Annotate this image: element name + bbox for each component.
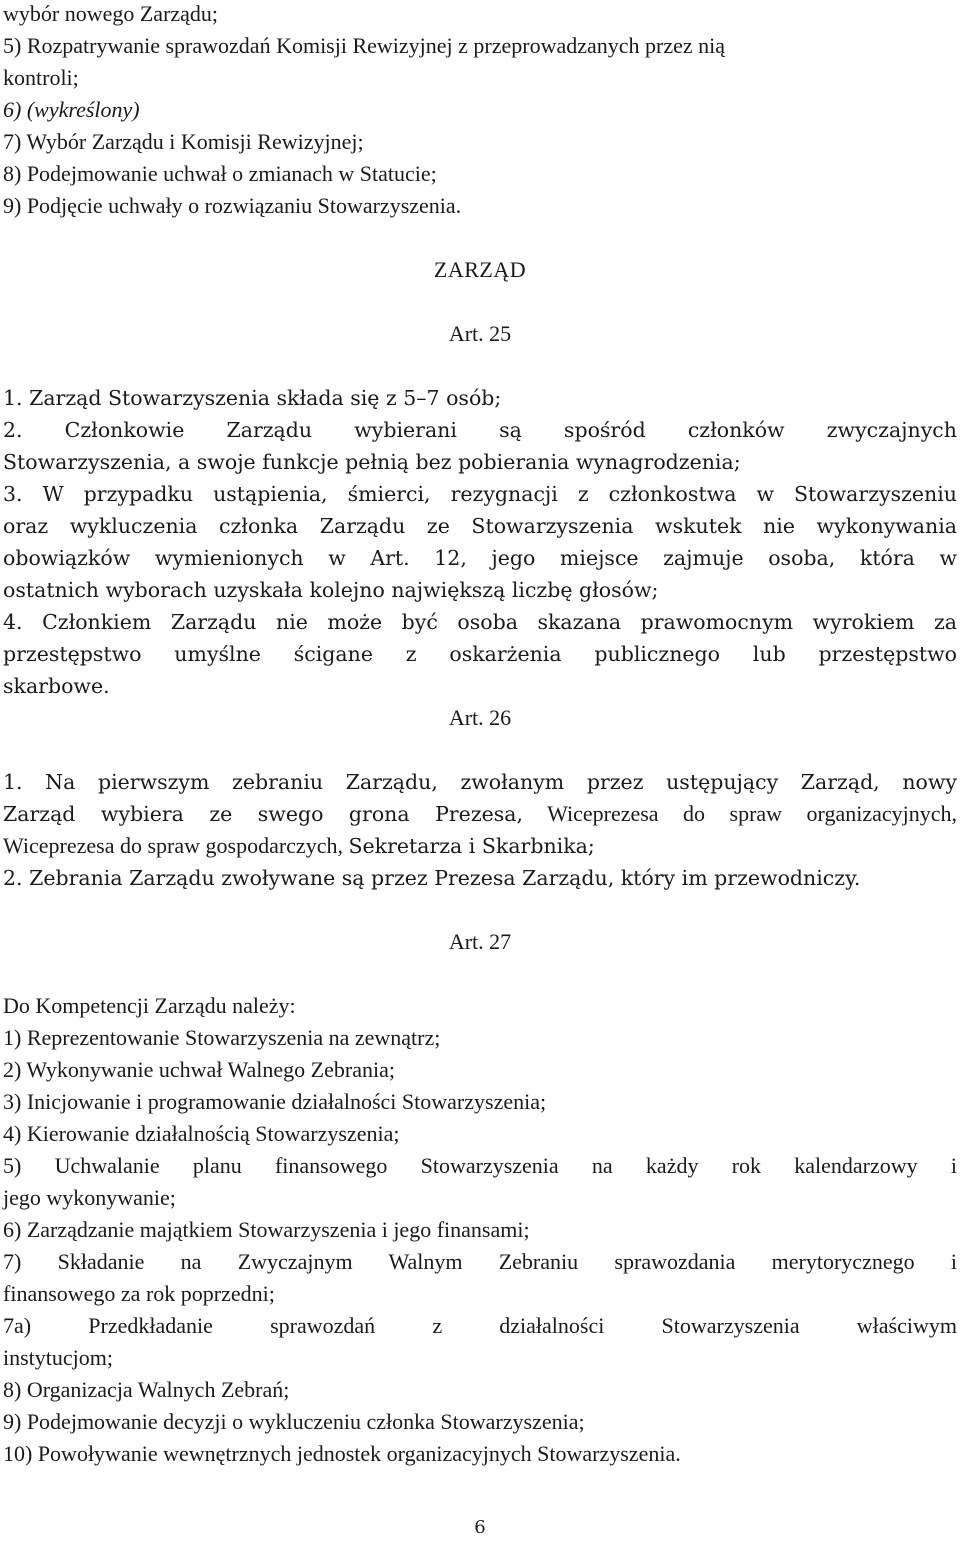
list-item: 2) Wykonywanie uchwał Walnego Zebrania; [3, 1057, 395, 1082]
paragraph-line: 2. Członkowie Zarządu wybierani są spośród członków zwyczajnych [3, 418, 957, 442]
list-item: 4) Kierowanie działalnością Stowarzyszenia; [3, 1121, 400, 1146]
list-intro: Do Kompetencji Zarządu należy: [3, 993, 296, 1018]
list-item: 5) Uchwalanie planu finansowego Stowarzyszenia na każdy rok kalendarzowy i [3, 1153, 957, 1178]
paragraph-line: 2. Zebrania Zarządu zwoływane są przez Prezesa Zarządu, który im przewodniczy. [3, 866, 861, 890]
list-item: 8) Organizacja Walnych Zebrań; [3, 1377, 290, 1402]
paragraph-line: 1. Zarząd Stowarzyszenia składa się z 5–7 osób; [3, 386, 502, 410]
text-run: Zarząd wybiera ze swego grona Prezesa, [3, 802, 524, 826]
list-item-7: 7) Wybór Zarządu i Komisji Rewizyjnej; [3, 129, 364, 154]
list-item: 7a) Przedkładanie sprawozdań z działalności Stowarzyszenia właściwym [3, 1313, 957, 1338]
paragraph-line: 4. Członkiem Zarządu nie może być osoba skazana prawomocnym wyrokiem za [3, 610, 957, 634]
paragraph-line: skarbowe. [3, 674, 110, 698]
list-item-continuation: jego wykonywanie; [3, 1185, 176, 1210]
list-item: 1) Reprezentowanie Stowarzyszenia na zewnątrz; [3, 1025, 441, 1050]
list-item-9: 9) Podjęcie uchwały o rozwiązaniu Stowarzyszenia. [3, 193, 462, 218]
article-title: Art. 25 [448, 321, 512, 346]
list-item-8: 8) Podejmowanie uchwał o zmianach w Statucie; [3, 161, 437, 186]
paragraph-line: obowiązków wymienionych w Art. 12, jego miejsce zajmuje osoba, która w [3, 546, 957, 570]
list-item-continuation: finansowego za rok poprzedni; [3, 1281, 275, 1306]
paragraph-line: ostatnich wyborach uzyskała kolejno największą liczbę głosów; [3, 578, 659, 602]
list-item: 3) Inicjowanie i programowanie działalności Stowarzyszenia; [3, 1089, 547, 1114]
text-run: Sekretarza i Skarbnika; [348, 834, 595, 858]
list-item-continuation: instytucjom; [3, 1345, 113, 1370]
text-run: Wiceprezesa do spraw organizacyjnych, [547, 801, 957, 826]
paragraph-line: 3. W przypadku ustąpienia, śmierci, rezygnacji z członkostwa w Stowarzyszeniu [3, 482, 957, 506]
text-line: kontroli; [3, 65, 79, 90]
list-item-6: 6) (wykreślony) [3, 97, 140, 122]
text-run: Wiceprezesa do spraw gospodarczych, [3, 833, 343, 858]
page-number: 6 [474, 1517, 486, 1538]
paragraph-line [3, 798, 957, 830]
paragraph-line: Stowarzyszenia, a swoje funkcje pełnią bez pobierania wynagrodzenia; [3, 450, 741, 474]
list-item: 10) Powoływanie wewnętrznych jednostek organizacyjnych Stowarzyszenia. [3, 1441, 681, 1466]
list-item: 7) Składanie na Zwyczajnym Walnym Zebraniu sprawozdania merytorycznego i [3, 1249, 957, 1274]
paragraph-line: 1. Na pierwszym zebraniu Zarządu, zwołanym przez ustępujący Zarząd, nowy [3, 770, 957, 794]
paragraph-line [3, 830, 957, 862]
paragraph-line: przestępstwo umyślne ścigane z oskarżenia publicznego lub przestępstwo [3, 642, 957, 666]
list-item-5: 5) Rozpatrywanie sprawozdań Komisji Rewizyjnej z przeprowadzanych przez nią [3, 33, 726, 58]
article-title: Art. 26 [448, 705, 512, 730]
text-line: wybór nowego Zarządu; [3, 1, 219, 26]
list-item: 9) Podejmowanie decyzji o wykluczeniu członka Stowarzyszenia; [3, 1409, 585, 1434]
paragraph-line: oraz wykluczenia członka Zarządu ze Stowarzyszenia wskutek nie wykonywania [3, 514, 957, 538]
list-item: 6) Zarządzanie majątkiem Stowarzyszenia i jego finansami; [3, 1217, 530, 1242]
section-heading: ZARZĄD [433, 257, 527, 282]
article-title: Art. 27 [448, 929, 512, 954]
